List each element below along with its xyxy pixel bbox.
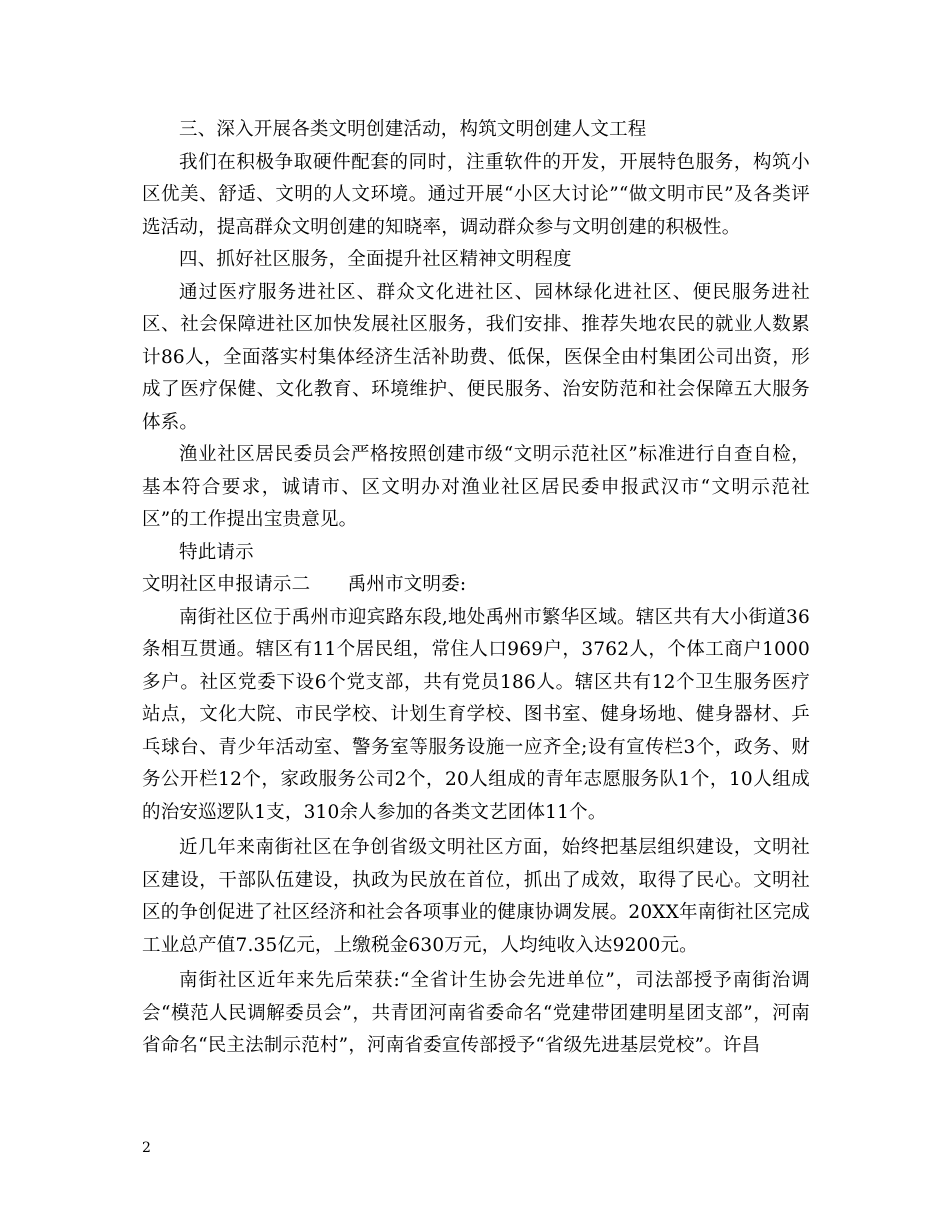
page-number: 2 bbox=[142, 1140, 151, 1156]
body-paragraph: 通过医疗服务进社区、群众文化进社区、园林绿化进社区、便民服务进社区、社会保障进社区加快发展社区服务，我们安排、推荐失地农民的就业人数累计86人，全面落实村集体经济生活补助费、低保，医保全由村集团公司出资，形成了医疗保健、文化教育、环境维护、便民服务、治安防范和社会保障五大服务体系。 bbox=[142, 281, 810, 433]
body-paragraph: 近几年来南街社区在争创省级文明社区方面，始终把基层组织建设，文明社区建设，干部队伍建设，执政为民放在首位，抓出了成效，取得了民心。文明社区的争创促进了社区经济和社会各项事业的健康协调发展。20XX年南街社区完成工业总产值7.35亿元，上缴税金630万元，人均纯收入达9200元。 bbox=[142, 837, 810, 956]
closing-line: 特此请示 bbox=[179, 541, 254, 563]
body-paragraph: 南街社区位于禹州市迎宾路东段,地处禹州市繁华区域。辖区共有大小街道36条相互贯通。辖区有11个居民组，常住人口969户，3762人，个体工商户1000多户。社区党委下设6个党支部，共有党员186人。辖区共有12个卫生服务医疗站点，文化大院、市民学校、计划生育学校、图书室、健身场地、健身器材、乒乓球台、青少年活动室、警务室等服务设施一应齐全;设有宣传栏3个，政务、财务公开栏12个，家政服务公司2个，20人组成的青年志愿服务队1个，10人组成的治安巡逻队1支，310余人参加的各类文艺团体11个。 bbox=[142, 606, 810, 823]
body-paragraph: 我们在积极争取硬件配套的同时，注重软件的开发，开展特色服务，构筑小区优美、舒适、文明的人文环境。通过开展“小区大讨论”“做文明市民”及各类评选活动，提高群众文明创建的知晓率，调动群众参与文明创建的积极性。 bbox=[142, 151, 810, 238]
section-heading-3: 三、深入开展各类文明创建活动，构筑文明创建人文工程 bbox=[179, 119, 647, 140]
letter-heading: 文明社区申报请示二 禹州市文明委: bbox=[142, 574, 467, 595]
document-body bbox=[142, 114, 810, 1063]
section-heading-4: 四、抓好社区服务，全面提升社区精神文明程度 bbox=[179, 249, 572, 270]
body-paragraph: 南街社区近年来先后荣获:“全省计生协会先进单位”，司法部授予南街治调会“模范人民调解委员会”，共青团河南省委命名“党建带团建明星团支部”，河南省命名“民主法制示范村”，河南省委宣传部授予“省级先进基层党校”。许昌 bbox=[142, 970, 810, 1056]
body-paragraph: 渔业社区居民委员会严格按照创建市级“文明示范社区”标准进行自查自检，基本符合要求，诚请市、区文明办对渔业社区居民委申报武汉市“文明示范社区”的工作提出宝贵意见。 bbox=[142, 444, 810, 530]
